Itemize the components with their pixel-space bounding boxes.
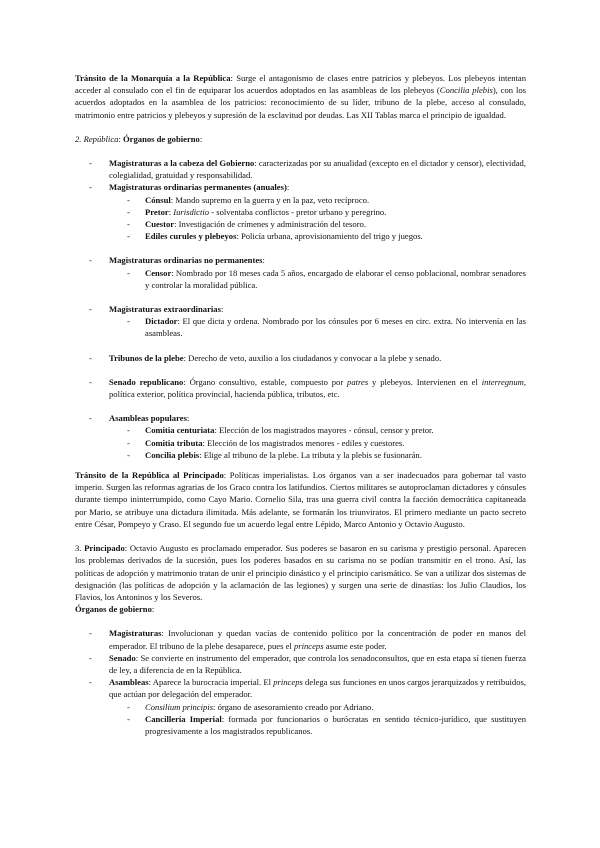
list-item: - Cónsul: Mando supremo en la guerra y en la paz, veto recíproco.: [109, 194, 526, 206]
list-item: - Magistraturas: Involucionan y quedan vacías de contenido político por la concentración de poder en manos del emperador. El tribuno de la plebe desaparece, pues el princeps asume este poder.: [75, 627, 526, 651]
list-item: - Ediles curules y plebeyos: Policía urbana, aprovisionamiento del trigo y juegos.: [109, 230, 526, 242]
list-item: - Magistraturas extraordinarias: - Dictador: El que dicta y ordena. Nombrado por los cónsules por 6 meses en circ. extra. No intervenía en las asambleas.: [75, 303, 526, 340]
list-item: - Concilia plebis: Elige al tribuno de la plebe. La tributa y la plebis se fusionarán.: [109, 449, 526, 461]
list-item: - Magistraturas ordinarias no permanentes: - Censor: Nombrado por 18 meses cada 5 años, encargado de elaborar el censo poblacional, nombrar senadores y controlar la moralidad pública.: [75, 254, 526, 291]
paragraph-monarquia-republica: Tránsito de la Monarquía a la República: Surge el antagonismo de clases entre patricios y plebeyos. Los plebeyos intentan acceder al consulado con el fin de equiparar los acuerdos adoptados en las asambleas de los plebeyos (Concilia plebis), con los acuerdos adoptados en la asamblea de los patricios: reconocimiento de su líder, tribuno de la plebe, acceso al consulado, matrimonio entre patricios y plebeyos y supresión de la esclavitud por deudas. Las XII Tablas marca el principio de igualdad.: [75, 73, 527, 120]
list-item: - Cancillería Imperial: formada por funcionarios o burócratas en sentido técnico-jurídico, que sustituyen progresivamente a los magistrados republicanos.: [109, 713, 526, 737]
list-item: - Censor: Nombrado por 18 meses cada 5 años, encargado de elaborar el censo poblacional, nombrar senadores y controlar la moralidad pública.: [109, 267, 526, 291]
list-item: - Consilium principis: órgano de asesoramiento creado por Adriano.: [109, 701, 526, 713]
list-item: - Senado republicano: Órgano consultivo, estable, compuesto por patres y plebeyos. Intervienen en el interregnum, política exterior, política provincial, hacienda pública, tributos, etc.: [75, 376, 526, 400]
principado-organos-list: [75, 627, 526, 737]
republica-organos-list: [75, 157, 526, 242]
list-item: - Senado: Se convierte en instrumento del emperador, que controla los senadoconsultos, que en esta etapa sí tienen fuerza de ley, a diferencia de en la República.: [75, 652, 526, 676]
document-page: [75, 72, 526, 737]
section-title: Tránsito de la República al Principado: [75, 470, 224, 481]
section-title: Tránsito de la Monarquía a la República: [75, 73, 231, 83]
list-item: - Pretor: Iurisdictio - solventaba conflictos - pretor urbano y peregrino.: [109, 206, 526, 218]
list-item: - Magistraturas a la cabeza del Gobierno: caracterizadas por su anualidad (excepto en el dictador y censor), electividad, colegialidad, gratuidad y responsabilidad.: [75, 157, 526, 181]
heading-republica: 2. República: Órganos de gobierno:: [75, 133, 203, 144]
sub-list: [109, 194, 526, 243]
list-item: - Comitia centuriata: Elección de los magistrados mayores - cónsul, censor y pretor.: [109, 424, 526, 436]
list-item: - Dictador: El que dicta y ordena. Nombrado por los cónsules por 6 meses en circ. extra. No intervenía en las asambleas.: [109, 315, 526, 339]
list-item: - Tribunos de la plebe: Derecho de veto, auxilio a los ciudadanos y convocar a la plebe y senado.: [75, 352, 526, 364]
list-item: - Asambleas populares: - Comitia centuriata: Elección de los magistrados mayores - cónsul, censor y pretor. - Comitia tributa: Elección de los magistrados menores - ediles y cuestores. - Concilia plebis: Elige al tribuno de la plebe. La tributa y la plebis se fusionarán.: [75, 412, 526, 461]
paragraph-principado: 3. Principado: Octavio Augusto es proclamado emperador. Sus poderes se basaron en su carisma y prestigio personal. Aparecen los problemas derivados de la sucesión, pues los poderes basados en su carisma no se podían transmitir en el trono. Así, las políticas de adopción y matrimonio tratan de unir el principio dinástico y el principio carismático. Se van a utilizar dos sistemas de designación (las políticas de adopción y la aclamación de las legiones) y surgen una serie de dinastías: los Julio Claudios, los Flavios, los Antoninos y los Severos. Órganos de gobierno:: [75, 543, 526, 615]
section-title: Principado: [84, 543, 125, 554]
list-item: - Magistraturas ordinarias permanentes (anuales): - Cónsul: Mando supremo en la guerra y en la paz, veto recíproco. - Pretor: Iurisdictio - solventaba conflictos - pretor urbano y peregrino. - Cuestor: Investigación de crímenes y administración del tesoro. - Ediles curules y plebeyos: Policía urbana, aprovisionamiento del trigo y juegos.: [75, 181, 526, 242]
list-item: - Cuestor: Investigación de crímenes y administración del tesoro.: [109, 218, 526, 230]
list-item: - Comitia tributa: Elección de los magistrados menores - ediles y cuestores.: [109, 437, 526, 449]
list-item: - Asambleas: Aparece la burocracia imperial. El princeps delega sus funciones en unos cargos jerarquizados y retribuidos, que actúan por delegación del emperador. - Consilium principis: órgano de asesoramiento creado por Adriano. - Cancillería Imperial: formada por funcionarios o burócratas en sentido técnico-jurídico, que sustituyen progresivamente a los magistrados republicanos.: [75, 676, 526, 737]
paragraph-republica-principado: Tránsito de la República al Principado: Políticas imperialistas. Los órganos van a ser inadecuados para gobernar tal vasto imperio. Surgen las reformas agrarias de los Graco contra los latifundios. Ciertos militares se autoproclaman dictadores y cónsules durante tiempo ininterrumpido, como Cayo Mario. Cornelio Sila, tras una guerra civil contra la facción democrática capitaneada por Mario, se atribuye una dictadura ilimitada. Más adelante, se formarán los triunviratos. El primero mediante un pacto secreto entre César, Pompeyo y Craso. El segundo fue un acuerdo legal entre Lépido, Marco Antonio y Octavio Augusto.: [75, 470, 526, 529]
